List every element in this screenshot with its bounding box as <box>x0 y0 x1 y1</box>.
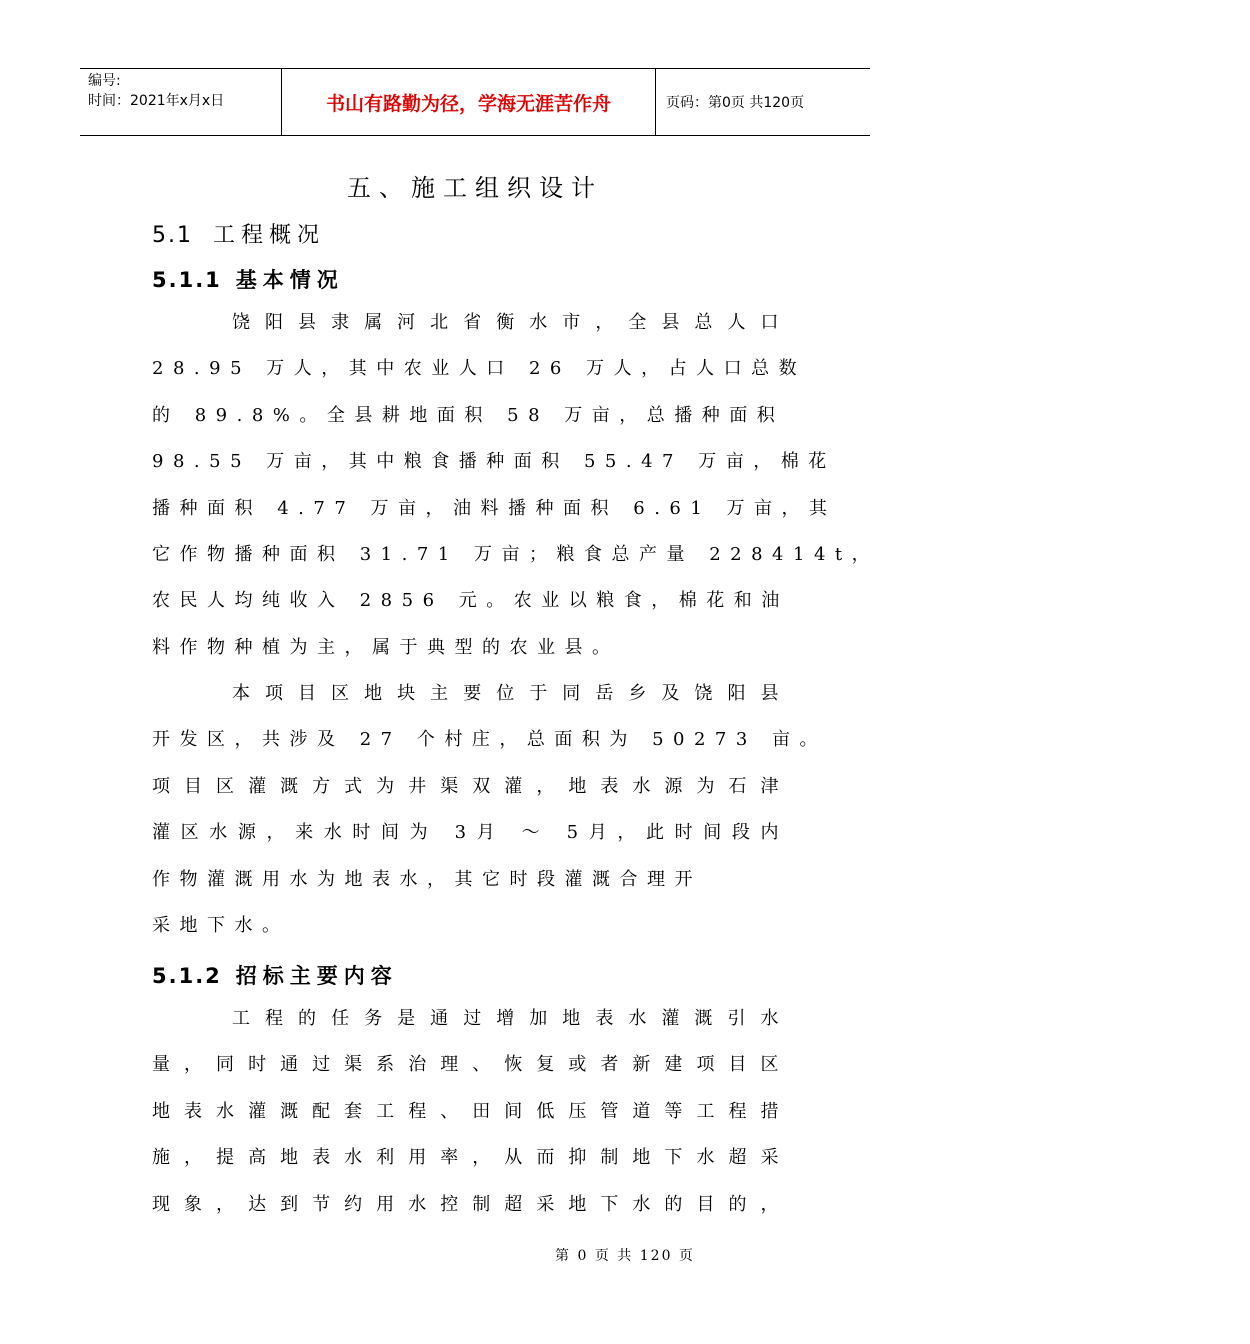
paragraph-bid-content <box>152 996 788 1228</box>
text-line: 本项目区地块主要位于同岳乡及饶阳县 <box>232 683 788 704</box>
section-title: 基本情况 <box>235 268 344 292</box>
text-line: 地表水灌溉配套工程、田间低压管道等工程措 <box>152 1100 788 1122</box>
section-title: 招标主要内容 <box>235 964 398 988</box>
section-heading-5-1 <box>152 218 325 249</box>
doc-time-label: 时间：2021年x月x日 <box>88 93 225 109</box>
paragraph-basic-info-2 <box>152 671 828 949</box>
text-line: 项目区灌溉方式为井渠双灌，地表水源为石津 <box>152 775 788 797</box>
text-line: 料作物种植为主，属于典型的农业县。 <box>152 636 620 658</box>
paragraph-basic-info-1 <box>152 300 880 671</box>
section-heading-5-1-1 <box>152 264 344 294</box>
page-footer: 第 0 页 共 120 页 <box>555 1248 695 1264</box>
section-number: 5.1.2 <box>152 964 222 988</box>
section-title: 工程概况 <box>213 223 326 248</box>
document-title: 五、施工组织设计 <box>347 174 603 202</box>
text-line: 开发区，共涉及 27 个村庄，总面积为 50273 亩。 <box>152 729 828 751</box>
doc-number-label: 编号: <box>88 73 121 89</box>
text-line: 采地下水。 <box>152 915 290 937</box>
text-line: 工程的任务是通过增加地表水灌溉引水 <box>232 1008 788 1029</box>
text-line: 它作物播种面积 31.71 万亩；粮食总产量 228414t， <box>152 544 880 566</box>
header-page-info: 页码：第0页 共120页 <box>666 95 805 111</box>
text-line: 灌区水源，来水时间为 3月 ～ 5月，此时间段内 <box>152 822 788 844</box>
section-number: 5.1 <box>152 223 193 248</box>
text-line: 播种面积 4.77 万亩，油料播种面积 6.61 万亩，其 <box>152 497 837 519</box>
text-line: 作物灌溉用水为地表水，其它时段灌溉合理开 <box>152 868 702 890</box>
text-line: 现象，达到节约用水控制超采地下水的目的， <box>152 1193 788 1215</box>
text-line: 饶阳县隶属河北省衡水市，全县总人口 <box>232 312 788 333</box>
text-line: 的 89.8%。全县耕地面积 58 万亩，总播种面积 <box>152 404 785 426</box>
page-header <box>80 68 870 136</box>
text-line: 农民人均纯收入 2856 元。农业以粮食，棉花和油 <box>152 590 789 612</box>
text-line: 施，提高地表水利用率，从而抑制地下水超采 <box>152 1147 788 1169</box>
header-meta <box>80 69 282 135</box>
text-line: 量，同时通过渠系治理、恢复或者新建项目区 <box>152 1054 788 1076</box>
section-number: 5.1.1 <box>152 268 222 292</box>
section-heading-5-1-2 <box>152 960 398 990</box>
text-line: 98.55 万亩，其中粮食播种面积 55.47 万亩，棉花 <box>152 451 836 473</box>
text-line: 28.95 万人，其中农业人口 26 万人，占人口总数 <box>152 358 807 380</box>
header-motto: 书山有路勤为径，学海无涯苦作舟 <box>282 69 656 135</box>
